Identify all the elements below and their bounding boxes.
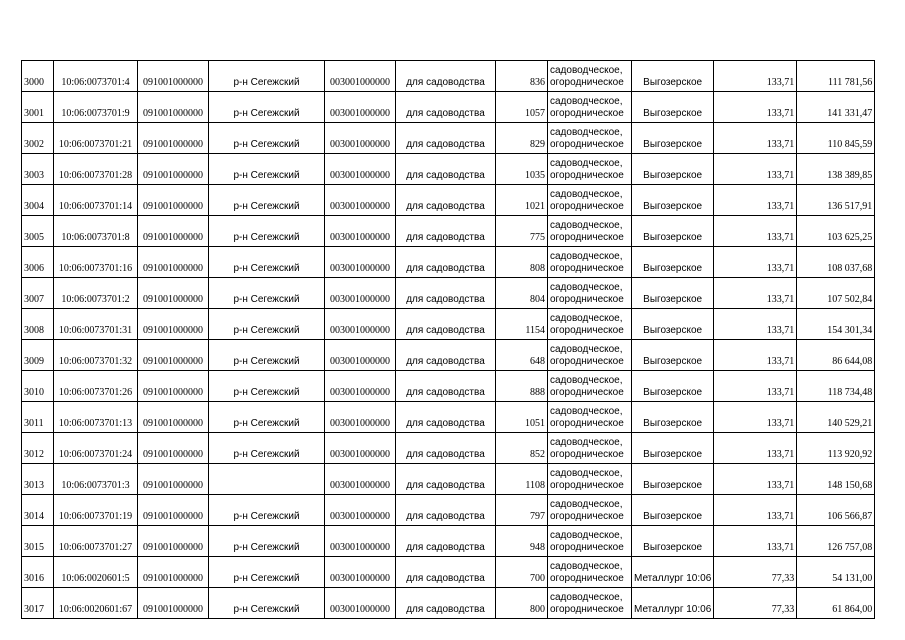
permitted-use: для садоводства <box>396 247 496 278</box>
specific-value: 133,71 <box>714 92 797 123</box>
land-type <box>548 371 632 402</box>
table-row <box>22 340 875 371</box>
settlement-name: Выгозерское <box>632 433 714 464</box>
land-type-line-2: огородническое <box>550 263 624 274</box>
row-number: 3017 <box>22 588 54 619</box>
settlement-name: Выгозерское <box>632 185 714 216</box>
land-type-line-1: садоводческое, <box>550 592 623 603</box>
table-row <box>22 92 875 123</box>
cadastral-number: 10:06:0073701:28 <box>54 154 138 185</box>
permitted-use: для садоводства <box>396 433 496 464</box>
permitted-use: для садоводства <box>396 154 496 185</box>
land-type-line-1: садоводческое, <box>550 344 623 355</box>
row-number: 3005 <box>22 216 54 247</box>
region-name <box>209 464 325 495</box>
specific-value: 77,33 <box>714 588 797 619</box>
cadastral-value: 108 037,68 <box>797 247 875 278</box>
land-type-line-1: садоводческое, <box>550 127 623 138</box>
category-code: 003001000000 <box>325 92 396 123</box>
land-type-line-1: садоводческое, <box>550 158 623 169</box>
table-row <box>22 588 875 619</box>
cadastral-value: 140 529,21 <box>797 402 875 433</box>
area-value: 1035 <box>496 154 548 185</box>
category-code: 003001000000 <box>325 123 396 154</box>
land-type <box>548 557 632 588</box>
okato-code: 091001000000 <box>138 216 209 247</box>
category-code: 003001000000 <box>325 588 396 619</box>
permitted-use: для садоводства <box>396 402 496 433</box>
area-value: 800 <box>496 588 548 619</box>
region-name: р-н Сегежский <box>209 123 325 154</box>
land-type-line-1: садоводческое, <box>550 406 623 417</box>
land-type <box>548 123 632 154</box>
settlement-name: Выгозерское <box>632 526 714 557</box>
okato-code: 091001000000 <box>138 247 209 278</box>
specific-value: 133,71 <box>714 247 797 278</box>
cadastral-value: 138 389,85 <box>797 154 875 185</box>
land-type-line-1: садоводческое, <box>550 561 623 572</box>
specific-value: 133,71 <box>714 495 797 526</box>
okato-code: 091001000000 <box>138 433 209 464</box>
table-row <box>22 61 875 92</box>
area-value: 852 <box>496 433 548 464</box>
region-name: р-н Сегежский <box>209 61 325 92</box>
area-value: 888 <box>496 371 548 402</box>
cadastral-value: 111 781,56 <box>797 61 875 92</box>
area-value: 700 <box>496 557 548 588</box>
category-code: 003001000000 <box>325 340 396 371</box>
cadastral-number: 10:06:0073701:21 <box>54 123 138 154</box>
land-type <box>548 61 632 92</box>
region-name: р-н Сегежский <box>209 309 325 340</box>
specific-value: 133,71 <box>714 278 797 309</box>
table-row <box>22 371 875 402</box>
okato-code: 091001000000 <box>138 278 209 309</box>
specific-value: 133,71 <box>714 402 797 433</box>
settlement-name: Выгозерское <box>632 247 714 278</box>
okato-code: 091001000000 <box>138 464 209 495</box>
cadastral-value: 61 864,00 <box>797 588 875 619</box>
region-name: р-н Сегежский <box>209 278 325 309</box>
table-row <box>22 402 875 433</box>
land-type <box>548 185 632 216</box>
land-type-line-1: садоводческое, <box>550 468 623 479</box>
row-number: 3013 <box>22 464 54 495</box>
land-type-line-2: огородническое <box>550 294 624 305</box>
cadastral-number: 10:06:0020601:67 <box>54 588 138 619</box>
permitted-use: для садоводства <box>396 340 496 371</box>
row-number: 3009 <box>22 340 54 371</box>
land-type-line-2: огородническое <box>550 387 624 398</box>
table-row <box>22 123 875 154</box>
table-row <box>22 495 875 526</box>
area-value: 829 <box>496 123 548 154</box>
okato-code: 091001000000 <box>138 123 209 154</box>
okato-code: 091001000000 <box>138 185 209 216</box>
land-type-line-1: садоводческое, <box>550 375 623 386</box>
land-type <box>548 216 632 247</box>
category-code: 003001000000 <box>325 216 396 247</box>
region-name: р-н Сегежский <box>209 402 325 433</box>
cadastral-number: 10:06:0073701:14 <box>54 185 138 216</box>
cadastral-number: 10:06:0073701:3 <box>54 464 138 495</box>
area-value: 1051 <box>496 402 548 433</box>
table-row <box>22 216 875 247</box>
land-type-line-2: огородническое <box>550 108 624 119</box>
cadastral-number: 10:06:0073701:2 <box>54 278 138 309</box>
land-type-line-2: огородническое <box>550 201 624 212</box>
settlement-name: Выгозерское <box>632 278 714 309</box>
okato-code: 091001000000 <box>138 526 209 557</box>
land-type <box>548 247 632 278</box>
category-code: 003001000000 <box>325 557 396 588</box>
permitted-use: для садоводства <box>396 557 496 588</box>
okato-code: 091001000000 <box>138 340 209 371</box>
settlement-name: Выгозерское <box>632 154 714 185</box>
land-type <box>548 154 632 185</box>
row-number: 3011 <box>22 402 54 433</box>
table-row <box>22 154 875 185</box>
region-name: р-н Сегежский <box>209 92 325 123</box>
area-value: 775 <box>496 216 548 247</box>
row-number: 3003 <box>22 154 54 185</box>
category-code: 003001000000 <box>325 61 396 92</box>
land-type <box>548 309 632 340</box>
land-type-line-2: огородническое <box>550 511 624 522</box>
land-type <box>548 340 632 371</box>
permitted-use: для садоводства <box>396 92 496 123</box>
area-value: 797 <box>496 495 548 526</box>
land-valuation-table <box>21 60 875 619</box>
okato-code: 091001000000 <box>138 371 209 402</box>
row-number: 3016 <box>22 557 54 588</box>
land-type-line-2: огородническое <box>550 325 624 336</box>
region-name: р-н Сегежский <box>209 216 325 247</box>
category-code: 003001000000 <box>325 495 396 526</box>
cadastral-number: 10:06:0073701:16 <box>54 247 138 278</box>
settlement-name: Выгозерское <box>632 464 714 495</box>
area-value: 1057 <box>496 92 548 123</box>
settlement-name: Выгозерское <box>632 216 714 247</box>
land-type-line-1: садоводческое, <box>550 65 623 76</box>
land-type-line-1: садоводческое, <box>550 282 623 293</box>
okato-code: 091001000000 <box>138 588 209 619</box>
settlement-name: Выгозерское <box>632 92 714 123</box>
specific-value: 133,71 <box>714 216 797 247</box>
category-code: 003001000000 <box>325 185 396 216</box>
cadastral-number: 10:06:0073701:27 <box>54 526 138 557</box>
land-type-line-2: огородническое <box>550 356 624 367</box>
region-name: р-н Сегежский <box>209 588 325 619</box>
row-number: 3012 <box>22 433 54 464</box>
category-code: 003001000000 <box>325 526 396 557</box>
okato-code: 091001000000 <box>138 309 209 340</box>
table-row <box>22 433 875 464</box>
land-type-line-2: огородническое <box>550 418 624 429</box>
cadastral-value: 141 331,47 <box>797 92 875 123</box>
permitted-use: для садоводства <box>396 216 496 247</box>
cadastral-number: 10:06:0073701:19 <box>54 495 138 526</box>
land-type <box>548 464 632 495</box>
cadastral-value: 54 131,00 <box>797 557 875 588</box>
land-type-line-2: огородническое <box>550 542 624 553</box>
land-type-line-2: огородническое <box>550 170 624 181</box>
region-name: р-н Сегежский <box>209 557 325 588</box>
land-type-line-1: садоводческое, <box>550 313 623 324</box>
category-code: 003001000000 <box>325 309 396 340</box>
region-name: р-н Сегежский <box>209 526 325 557</box>
cadastral-number: 10:06:0073701:4 <box>54 61 138 92</box>
cadastral-value: 136 517,91 <box>797 185 875 216</box>
settlement-name: Выгозерское <box>632 402 714 433</box>
cadastral-value: 148 150,68 <box>797 464 875 495</box>
area-value: 1154 <box>496 309 548 340</box>
cadastral-value: 110 845,59 <box>797 123 875 154</box>
permitted-use: для садоводства <box>396 464 496 495</box>
category-code: 003001000000 <box>325 278 396 309</box>
land-type-line-1: садоводческое, <box>550 530 623 541</box>
permitted-use: для садоводства <box>396 309 496 340</box>
permitted-use: для садоводства <box>396 61 496 92</box>
table-row <box>22 247 875 278</box>
table-row <box>22 526 875 557</box>
row-number: 3002 <box>22 123 54 154</box>
row-number: 3010 <box>22 371 54 402</box>
permitted-use: для садоводства <box>396 123 496 154</box>
land-type-line-2: огородническое <box>550 449 624 460</box>
region-name: р-н Сегежский <box>209 495 325 526</box>
okato-code: 091001000000 <box>138 402 209 433</box>
land-type <box>548 526 632 557</box>
area-value: 804 <box>496 278 548 309</box>
settlement-name: Металлург 10:06 <box>632 588 714 619</box>
category-code: 003001000000 <box>325 371 396 402</box>
permitted-use: для садоводства <box>396 371 496 402</box>
row-number: 3007 <box>22 278 54 309</box>
cadastral-value: 154 301,34 <box>797 309 875 340</box>
land-type <box>548 92 632 123</box>
settlement-name: Выгозерское <box>632 340 714 371</box>
cadastral-value: 118 734,48 <box>797 371 875 402</box>
land-type-line-1: садоводческое, <box>550 437 623 448</box>
settlement-name: Выгозерское <box>632 123 714 154</box>
specific-value: 133,71 <box>714 123 797 154</box>
land-type-line-1: садоводческое, <box>550 251 623 262</box>
cadastral-number: 10:06:0073701:8 <box>54 216 138 247</box>
category-code: 003001000000 <box>325 433 396 464</box>
area-value: 836 <box>496 61 548 92</box>
settlement-name: Выгозерское <box>632 61 714 92</box>
table-row <box>22 557 875 588</box>
row-number: 3015 <box>22 526 54 557</box>
region-name: р-н Сегежский <box>209 371 325 402</box>
land-type-line-1: садоводческое, <box>550 96 623 107</box>
area-value: 808 <box>496 247 548 278</box>
table-row <box>22 278 875 309</box>
area-value: 1108 <box>496 464 548 495</box>
land-type-line-1: садоводческое, <box>550 189 623 200</box>
category-code: 003001000000 <box>325 247 396 278</box>
okato-code: 091001000000 <box>138 61 209 92</box>
cadastral-number: 10:06:0073701:13 <box>54 402 138 433</box>
table-row <box>22 464 875 495</box>
okato-code: 091001000000 <box>138 495 209 526</box>
cadastral-value: 113 920,92 <box>797 433 875 464</box>
region-name: р-н Сегежский <box>209 247 325 278</box>
land-type <box>548 588 632 619</box>
land-type <box>548 278 632 309</box>
cadastral-number: 10:06:0073701:9 <box>54 92 138 123</box>
row-number: 3004 <box>22 185 54 216</box>
row-number: 3000 <box>22 61 54 92</box>
cadastral-value: 107 502,84 <box>797 278 875 309</box>
permitted-use: для садоводства <box>396 588 496 619</box>
land-type-line-2: огородническое <box>550 604 624 615</box>
land-type-line-2: огородническое <box>550 480 624 491</box>
region-name: р-н Сегежский <box>209 154 325 185</box>
row-number: 3006 <box>22 247 54 278</box>
region-name: р-н Сегежский <box>209 185 325 216</box>
okato-code: 091001000000 <box>138 92 209 123</box>
land-type <box>548 433 632 464</box>
settlement-name: Выгозерское <box>632 371 714 402</box>
land-type-line-2: огородническое <box>550 77 624 88</box>
category-code: 003001000000 <box>325 154 396 185</box>
specific-value: 133,71 <box>714 340 797 371</box>
row-number: 3001 <box>22 92 54 123</box>
settlement-name: Металлург 10:06 <box>632 557 714 588</box>
category-code: 003001000000 <box>325 402 396 433</box>
land-type-line-2: огородническое <box>550 139 624 150</box>
cadastral-number: 10:06:0073701:32 <box>54 340 138 371</box>
cadastral-number: 10:06:0020601:5 <box>54 557 138 588</box>
table-body <box>22 61 875 619</box>
permitted-use: для садоводства <box>396 526 496 557</box>
land-type <box>548 495 632 526</box>
specific-value: 133,71 <box>714 526 797 557</box>
cadastral-value: 86 644,08 <box>797 340 875 371</box>
specific-value: 133,71 <box>714 185 797 216</box>
region-name: р-н Сегежский <box>209 340 325 371</box>
specific-value: 133,71 <box>714 154 797 185</box>
specific-value: 77,33 <box>714 557 797 588</box>
specific-value: 133,71 <box>714 464 797 495</box>
permitted-use: для садоводства <box>396 278 496 309</box>
settlement-name: Выгозерское <box>632 495 714 526</box>
row-number: 3014 <box>22 495 54 526</box>
category-code: 003001000000 <box>325 464 396 495</box>
cadastral-value: 103 625,25 <box>797 216 875 247</box>
land-type <box>548 402 632 433</box>
permitted-use: для садоводства <box>396 185 496 216</box>
land-type-line-2: огородническое <box>550 232 624 243</box>
cadastral-number: 10:06:0073701:24 <box>54 433 138 464</box>
table-row <box>22 309 875 340</box>
land-type-line-1: садоводческое, <box>550 499 623 510</box>
area-value: 1021 <box>496 185 548 216</box>
table-row <box>22 185 875 216</box>
specific-value: 133,71 <box>714 433 797 464</box>
specific-value: 133,71 <box>714 371 797 402</box>
settlement-name: Выгозерское <box>632 309 714 340</box>
specific-value: 133,71 <box>714 309 797 340</box>
cadastral-value: 126 757,08 <box>797 526 875 557</box>
region-name: р-н Сегежский <box>209 433 325 464</box>
cadastral-value: 106 566,87 <box>797 495 875 526</box>
cadastral-number: 10:06:0073701:31 <box>54 309 138 340</box>
row-number: 3008 <box>22 309 54 340</box>
land-type-line-1: садоводческое, <box>550 220 623 231</box>
area-value: 948 <box>496 526 548 557</box>
cadastral-number: 10:06:0073701:26 <box>54 371 138 402</box>
okato-code: 091001000000 <box>138 557 209 588</box>
specific-value: 133,71 <box>714 61 797 92</box>
okato-code: 091001000000 <box>138 154 209 185</box>
permitted-use: для садоводства <box>396 495 496 526</box>
area-value: 648 <box>496 340 548 371</box>
land-type-line-2: огородническое <box>550 573 624 584</box>
